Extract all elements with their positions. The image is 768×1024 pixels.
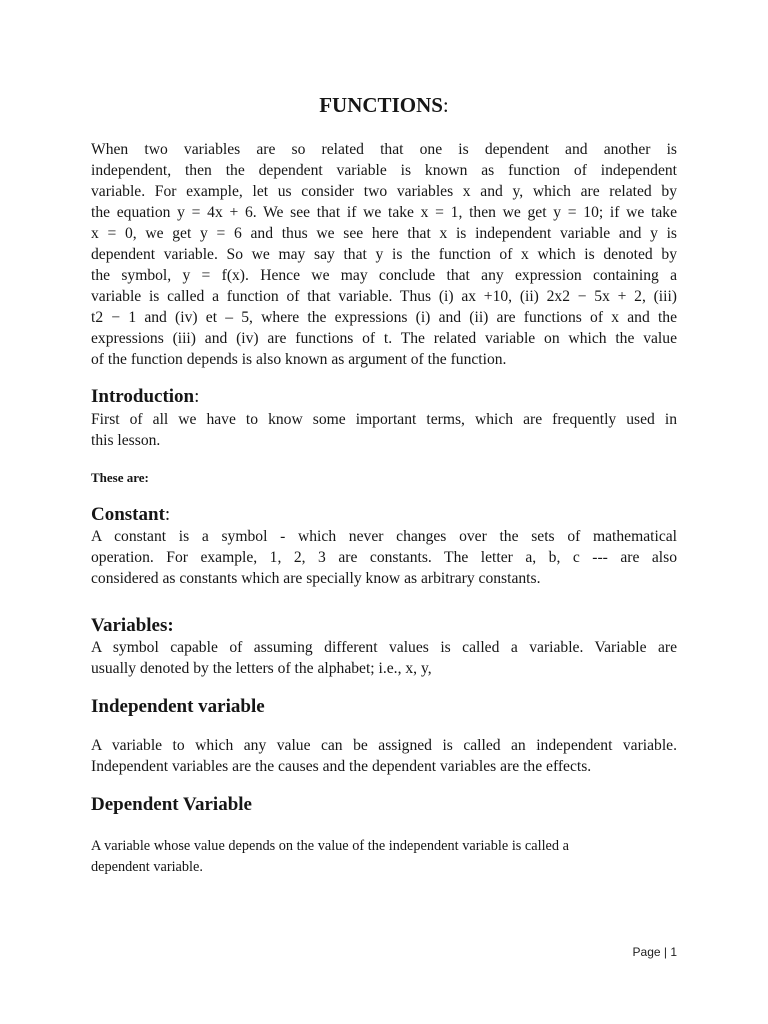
paragraph-line: x = 0, we get y = 6 and thus we see here that x is independent variable and y is	[91, 225, 677, 242]
paragraph-line: variable is called a function of that variable. Thus (i) ax +10, (ii) 2x2 − 5x + 2, (iii)	[91, 288, 677, 305]
paragraph-line: operation. For example, 1, 2, 3 are constants. The letter a, b, c --- are also	[91, 549, 677, 566]
constant-heading-colon: :	[164, 504, 171, 525]
constant-heading	[91, 503, 170, 527]
paragraph-line: First of all we have to know some important terms, which are frequently used in	[91, 411, 677, 428]
paragraph-line: this lesson.	[91, 432, 161, 449]
variables-heading: Variables:	[91, 615, 174, 636]
page-number: Page | 1	[632, 945, 677, 959]
paragraph-line: A variable whose value depends on the value of the independent variable is called a	[91, 838, 569, 854]
paragraph-line: A variable to which any value can be assigned is called an independent variable.	[91, 737, 677, 754]
independent-variable-paragraph	[91, 735, 677, 777]
paragraph-line: of the function depends is also known as argument of the function.	[91, 351, 507, 368]
dependent-variable-heading: Dependent Variable	[91, 794, 252, 815]
paragraph-line: Independent variables are the causes and the dependent variables are the effects.	[91, 758, 592, 775]
page-title	[0, 92, 768, 118]
paragraph-line: expressions (iii) and (iv) are functions of t. The related variable on which the value	[91, 330, 677, 347]
constant-heading-text: Constant	[91, 504, 165, 525]
variables-paragraph	[91, 637, 677, 679]
paragraph-line: t2 − 1 and (iv) et – 5, where the expressions (i) and (ii) are functions of x and the	[91, 309, 677, 326]
these-are-label: These are:	[91, 470, 149, 485]
intro-paragraph	[91, 139, 677, 370]
paragraph-line: A symbol capable of assuming different values is called a variable. Variable are	[91, 639, 677, 656]
paragraph-line: dependent variable. So we may say that y is the function of x which is denoted by	[91, 246, 677, 263]
introduction-paragraph	[91, 409, 677, 451]
paragraph-line: When two variables are so related that one is dependent and another is	[91, 141, 677, 158]
paragraph-line: usually denoted by the letters of the alphabet; i.e., x, y,	[91, 660, 432, 677]
constant-paragraph	[91, 526, 677, 589]
introduction-heading-text: Introduction	[91, 386, 195, 407]
page-title-colon: :	[442, 93, 449, 117]
paragraph-line: the equation y = 4x + 6. We see that if we take x = 1, then we get y = 10; if we take	[91, 204, 677, 221]
paragraph-line: independent, then the dependent variable is known as function of independent	[91, 162, 677, 179]
paragraph-line: dependent variable.	[91, 859, 203, 875]
paragraph-line: A constant is a symbol - which never changes over the sets of mathematical	[91, 528, 677, 545]
dependent-variable-paragraph	[91, 836, 677, 878]
independent-variable-heading: Independent variable	[91, 696, 265, 717]
introduction-heading-colon: :	[194, 386, 200, 407]
paragraph-line: the symbol, y = f(x). Hence we may conclude that any expression containing a	[91, 267, 677, 284]
paragraph-line: variable. For example, let us consider two variables x and y, which are related by	[91, 183, 677, 200]
page-title-text: FUNCTIONS	[319, 93, 443, 117]
introduction-heading	[91, 385, 199, 409]
paragraph-line: considered as constants which are specially know as arbitrary constants.	[91, 570, 541, 587]
